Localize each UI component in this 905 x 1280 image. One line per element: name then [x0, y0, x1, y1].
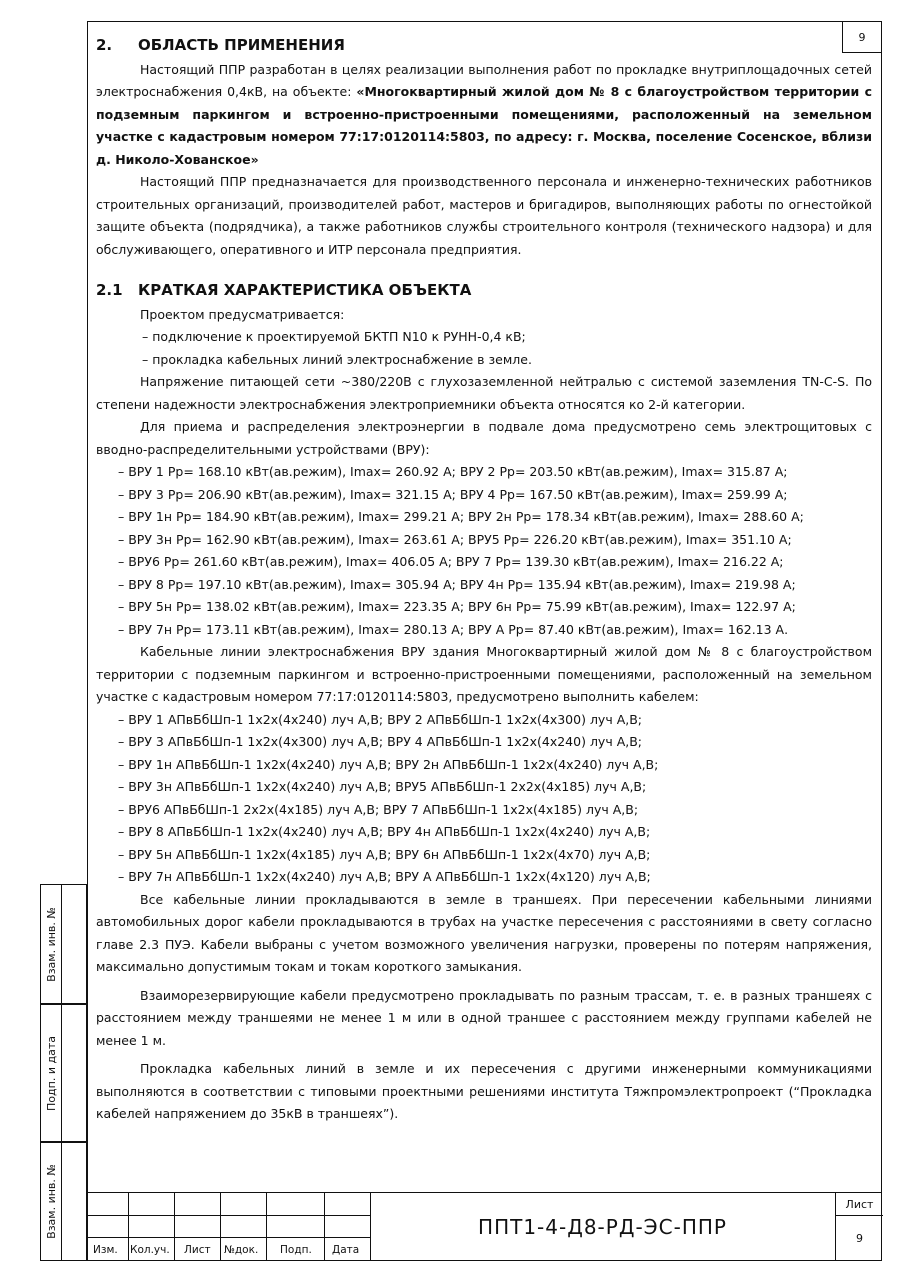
section-number: 2.1 [96, 281, 123, 299]
list-item: – ВРУ 3 АПвБбШп-1 1х2х(4х300) луч А,В; ВРУ 4 АПвБбШп-1 1х2х(4х240) луч А,В; [118, 734, 642, 749]
paragraph: Взаиморезервирующие кабели предусмотрено прокладывать по разным трассам, т. е. в разных траншеях с расстоянием между траншеями не менее 1 м или в одной траншее с расстоянием между группами кабелей не менее 1 м. [96, 987, 872, 1048]
stamp-col-label: Кол.уч. [130, 1244, 170, 1256]
list-item: – ВРУ 1 Рр= 168.10 кВт(ав.режим), Imax= 260.92 А; ВРУ 2 Рр= 203.50 кВт(ав.режим), Imax= 315.87 А; [118, 464, 788, 479]
section-title: ОБЛАСТЬ ПРИМЕНЕНИЯ [138, 36, 345, 54]
stamp-col-label: Подп. [280, 1244, 312, 1256]
document-code: ППТ1-4-Д8-РД-ЭС-ППР [478, 1215, 727, 1239]
section-2-1-heading [96, 279, 872, 302]
stamp-col-label: Лист [184, 1244, 211, 1256]
object-name-bold: «Многоквартирный жилой дом № 8 с благоустройством территории с подземным паркингом и встроенно-пристроенными помещениями, расположенный на земельном участке с кадастровым номером 77:17:0120114:5803, по адресу: г. Москва, поселение Сосенское, вблизи д. Николо-Хованское» [96, 84, 872, 167]
paragraph [96, 59, 872, 172]
list-item: – ВРУ 1н Рр= 184.90 кВт(ав.режим), Imax= 299.21 А; ВРУ 2н Рр= 178.34 кВт(ав.режим), Imax= 288.60 А; [118, 509, 804, 524]
side-cell-replace-inv [40, 884, 87, 1004]
document-body [96, 30, 872, 1126]
list-item: – ВРУ 5н Рр= 138.02 кВт(ав.режим), Imax= 223.35 А; ВРУ 6н Рр= 75.99 кВт(ав.режим), Imax= 122.97 А; [118, 599, 796, 614]
section-2-heading [96, 34, 872, 57]
list-item: – ВРУ 8 АПвБбШп-1 1х2х(4х240) луч А,В; ВРУ 4н АПвБбШп-1 1х2х(4х240) луч А,В; [118, 824, 651, 839]
side-label: Взам. инв. № [44, 906, 58, 982]
stamp-col-label: Изм. [93, 1244, 118, 1256]
paragraph: Проектом предусматривается: [140, 306, 345, 322]
list-item: – ВРУ 7н АПвБбШп-1 1х2х(4х240) луч А,В; ВРУ А АПвБбШп-1 1х2х(4х120) луч А,В; [118, 869, 651, 884]
section-title: КРАТКАЯ ХАРАКТЕРИСТИКА ОБЪЕКТА [138, 281, 472, 299]
side-label: Взам. инв. № [44, 1164, 58, 1239]
paragraph: Для приема и распределения электроэнергии в подвале дома предусмотрено семь электрощитовых с вводно-распределительными устройствами (ВРУ): [96, 419, 872, 457]
paragraph: Кабельные линии электроснабжения ВРУ здания Многоквартирный жилой дом № 8 с благоустройством территории с подземным паркингом и встроенно-пристроенными помещениями, расположенный на земельном участке с кадастровым номером 77:17:0120114:5803, предусмотрено выполнить кабелем: [96, 644, 872, 704]
page-number: 9 [858, 30, 866, 44]
side-cell-inv [40, 1142, 87, 1261]
sheet-box [835, 1193, 883, 1261]
list-item: – ВРУ 8 Рр= 197.10 кВт(ав.режим), Imax= 305.94 А; ВРУ 4н Рр= 135.94 кВт(ав.режим), Imax= 219.98 А; [118, 576, 796, 592]
list-item: – ВРУ6 АПвБбШп-1 2х2х(4х185) луч А,В; ВРУ 7 АПвБбШп-1 1х2х(4х185) луч А,В; [118, 801, 639, 817]
list-item: – подключение к проектируемой БКТП N10 к РУНН-0,4 кВ; [142, 329, 526, 344]
sheet-number: 9 [856, 1231, 863, 1245]
list-item: – ВРУ 5н АПвБбШп-1 1х2х(4х185) луч А,В; ВРУ 6н АПвБбШп-1 1х2х(4х70) луч А,В; [118, 846, 651, 862]
stamp-col-label: №док. [224, 1244, 259, 1256]
paragraph: Прокладка кабельных линий в земле и их пересечения с другими инженерными коммуникациями выполняются в соответствии с типовыми проектными решениями института Тяжпромэлектропроект (“Прокладка кабелей напряжением до 35кВ в траншеях”). [96, 1061, 872, 1121]
side-strip [40, 884, 87, 1261]
title-block [87, 1192, 882, 1261]
sheet-label: Лист [836, 1193, 883, 1216]
list-item: – прокладка кабельных линий электроснабжение в земле. [142, 351, 532, 367]
list-item: – ВРУ 1н АПвБбШп-1 1х2х(4х240) луч А,В; ВРУ 2н АПвБбШп-1 1х2х(4х240) луч А,В; [118, 756, 659, 772]
side-label: Подп. и дата [44, 1035, 58, 1111]
paragraph: Напряжение питающей сети ~380/220В с глухозаземленной нейтралью с системой заземления TN-C-S. По степени надежности электроснабжения электроприемники объекта относятся ко 2-й категории. [96, 374, 872, 412]
list-item: – ВРУ 1 АПвБбШп-1 1х2х(4х240) луч А,В; ВРУ 2 АПвБбШп-1 1х2х(4х300) луч А,В; [118, 711, 642, 727]
list-item: – ВРУ 3 Рр= 206.90 кВт(ав.режим), Imax= 321.15 А; ВРУ 4 Рр= 167.50 кВт(ав.режим), Imax= 259.99 А; [118, 486, 788, 502]
stamp-col-label: Дата [332, 1244, 360, 1256]
list-item: – ВРУ 7н Рр= 173.11 кВт(ав.режим), Imax= 280.13 А; ВРУ А Рр= 87.40 кВт(ав.режим), Imax= 162.13 А. [118, 621, 789, 637]
paragraph-text: Настоящий ППР разработан в целях реализации выполнения работ по прокладке внутриплощадочных сетей электроснабжения 0,4кВ, на объекте: [96, 61, 872, 99]
list-item: – ВРУ 3н АПвБбШп-1 1х2х(4х240) луч А,В; ВРУ5 АПвБбШп-1 2х2х(4х185) луч А,В; [118, 779, 647, 794]
paragraph: Настоящий ППР предназначается для производственного персонала и инженерно-технических работников строительных организаций, производителей работ, мастеров и бригадиров, выполняющих работы по огнестойкой защите объекта (подрядчика), а также работников службы строительного контроля (технического надзора) и для обслуживающего, оперативного и ИТР персонала предприятия. [96, 174, 872, 257]
list-item: – ВРУ 3н Рр= 162.90 кВт(ав.режим), Imax= 263.61 А; ВРУ5 Рр= 226.20 кВт(ав.режим), Imax= 351.10 А; [118, 531, 792, 547]
section-number: 2. [96, 36, 113, 54]
list-item: – ВРУ6 Рр= 261.60 кВт(ав.режим), Imax= 406.05 А; ВРУ 7 Рр= 139.30 кВт(ав.режим), Imax= 216.22 А; [118, 554, 784, 569]
side-cell-sign-date [40, 1004, 87, 1142]
paragraph: Все кабельные линии прокладываются в земле в траншеях. При пересечении кабельными линиями автомобильных дорог кабели прокладываются в трубах на участке пересечения с расстояниями в свету согласно главе 2.3 ПУЭ. Кабели выбраны с учетом возможного увеличения нагрузки, проверены по потерям напряжения, максимально допустимым токам и токам короткого замыкания. [96, 891, 872, 974]
